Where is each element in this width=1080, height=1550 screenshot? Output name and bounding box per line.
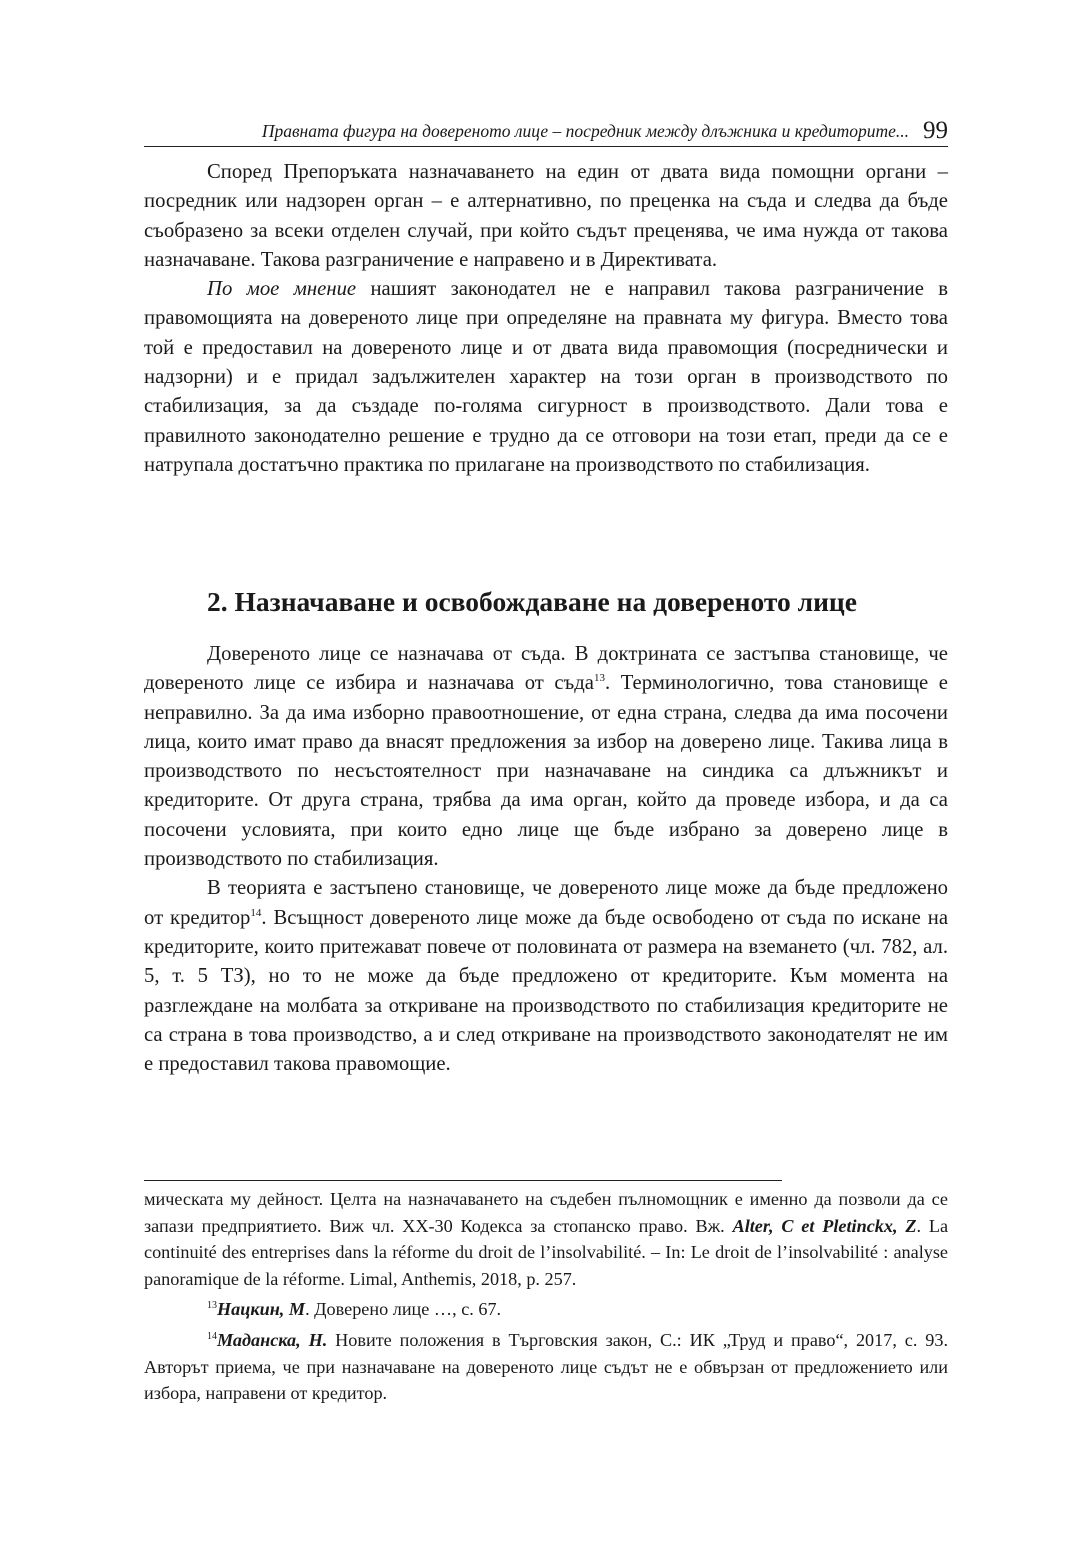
footnote-13-author: Нацкин, М <box>217 1299 306 1320</box>
paragraph-3-text-b: . Терминологично, това становище е неправилно. За да има изборно правоотношение, от една страна, следва да има посочени лица, които имат право да внасят предложения за избор на доверено лице. Такива лица в производството по несъстоятелност при назначаване на синдика са длъжникът и кредиторите. От друга страна, трябва да има орган, който да проведе избора, и да са посочени условията, при които едно лице ще бъде избрано за доверено лице в производството по стабилизация. <box>144 672 948 871</box>
paragraph-4-text-a: В теорията е застъпено становище, че довереното лице може да бъде предложено от кредитор <box>144 877 948 929</box>
section-text <box>144 640 948 1079</box>
footnote-13-number: 13 <box>207 1300 217 1312</box>
footnotes <box>144 1186 948 1407</box>
footnote-divider <box>144 1180 782 1181</box>
paragraph-2 <box>144 275 948 480</box>
paragraph-1: Според Препоръката назначаването на един от двата вида помощни органи – посредник или надзорен орган – е алтернативно, по преценка на съда и следва да бъде съобразено за всеки отделен случай, при който съдът преценява, че има нужда от такова назначаване. Такова разграничение е направено и в Директивата. <box>144 161 948 271</box>
running-title: Правната фигура на довереното лице – посредник между длъжника и кредиторите... <box>261 121 909 141</box>
footnote-ref-14[interactable]: 14 <box>250 906 262 919</box>
paragraph-2-text: нашият законодател не е направил такова разграничение в правомощията на довереното лице при определяне на правната му фигура. Вместо това той е предоставил на довереното лице и от двата вида правомощия (посреднически и надзорни) и е придал задължителен характер на този орган в производството по стабилизация, за да създаде по-голяма сигурност в производството. Дали това е правилното законодателно решение е трудно да се отговори на този етап, преди да се е натрупала достатъчно практика по прилагане на производството по стабилизация. <box>144 278 948 476</box>
footnote-continuation-text-a: мическата му дейност. Целта на назначаването на съдебен пълномощник е именно да позволи да се запази предприятието. Виж чл. XX-30 Кодекса за стопанско право. Вж. <box>144 1189 948 1236</box>
footnote-14 <box>144 1327 948 1407</box>
footnote-14-author: Маданска, Н. <box>217 1329 328 1350</box>
paragraph-3-text-a: Довереното лице се назначава от съда. В доктрината се застъпва становище, че довереното лице се избира и назначава от съда <box>144 643 948 695</box>
footnote-13-text: . Доверено лице …, с. 67. <box>305 1299 502 1320</box>
section-heading: 2. Назначаване и освобождаване на довереното лице <box>207 586 857 617</box>
footnote-continuation <box>144 1186 948 1292</box>
running-header <box>144 112 948 147</box>
footnote-continuation-author: Alter, C et Pletinckx, Z <box>732 1215 917 1236</box>
intro-text <box>144 158 948 480</box>
paragraph-4-text-b: . Всъщност довереното лице може да бъде освободено от съда по искане на кредиторите, които притежават повече от половината от размера на вземането (чл. 782, ал. 5, т. 5 ТЗ), но то не може да бъде предложено от кредиторите. Към момента на разглеждане на молбата за откриване на производството по стабилизация кредиторите не са страна в това производство, а и след откриване на производството законодателят не им е предоставил такова правомощие. <box>144 906 948 1076</box>
paragraph-4 <box>144 874 948 1079</box>
footnote-14-text: Новите положения в Търговския закон, С.: ИК „Труд и право“, 2017, с. 93. Авторът приема, че при назначаване на довереното лице съдът не е обвързан от предложението или избора, направени от кредитор. <box>144 1329 948 1404</box>
footnote-ref-13[interactable]: 13 <box>593 672 605 685</box>
paragraph-3 <box>144 640 948 874</box>
footnote-continuation-text-b: . La continuité des entreprises dans la réforme du droit de l’insolvabilité. – In: Le droit de l’insolvabilité : analyse panoramique de la réforme. Limal, Anthemis, 2018, p. 257. <box>144 1215 949 1289</box>
paragraph-2-italic-lead: По мое мнение <box>207 278 357 301</box>
footnote-14-number: 14 <box>207 1330 217 1342</box>
page-number: 99 <box>923 117 948 144</box>
footnote-13 <box>144 1296 948 1323</box>
